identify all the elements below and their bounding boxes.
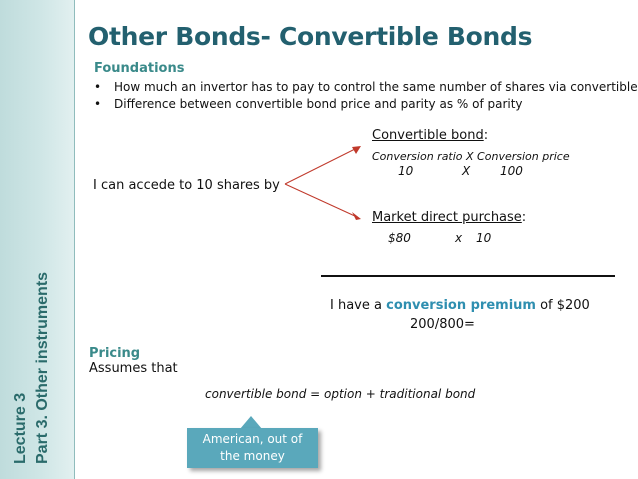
premium-line (330, 298, 590, 313)
market-value-qty: 10 (476, 231, 492, 245)
callout-line: the money (220, 449, 285, 463)
colon: : (521, 210, 527, 225)
arrow-to-convertible (285, 148, 357, 184)
convertible-value-ratio: 10 (398, 164, 414, 178)
market-value-x: x (455, 231, 463, 245)
arrow-head-icon (352, 212, 361, 220)
convertible-value-price: 100 (500, 164, 523, 178)
pricing-heading: Pricing (89, 346, 141, 361)
premium-suffix: of $200 (535, 298, 590, 313)
convertible-value-x: X (462, 164, 471, 178)
bullet-icon: • (94, 97, 102, 111)
convertible-bond-label: Convertible bond (372, 128, 484, 143)
convertible-formula: Conversion ratio X Conversion price (372, 150, 570, 163)
market-value-price: $80 (388, 231, 411, 245)
bullet-text: Difference between convertible bond price and parity as % of parity (114, 97, 523, 111)
assumes-text: Assumes that (89, 361, 178, 376)
convertible-bond-heading (372, 128, 488, 143)
part-label: Part 3. Other instruments (34, 271, 51, 464)
bullet-icon: • (94, 80, 102, 94)
bullet-text: How much an invertor has to pay to control the same number of shares via convertible (114, 80, 638, 94)
market-label: Market direct purchase (372, 210, 522, 225)
premium-prefix: I have a (330, 298, 387, 313)
arrow-to-market (285, 184, 357, 217)
premium-highlight: conversion premium (386, 298, 536, 313)
accede-text: I can accede to 10 shares by (93, 178, 280, 193)
market-heading (372, 210, 526, 225)
callout-line: American, out of (202, 432, 303, 446)
pricing-formula: convertible bond = option + traditional bond (205, 387, 476, 401)
slide-title: Other Bonds- Convertible Bonds (88, 22, 533, 51)
premium-ratio: 200/800= (410, 317, 475, 332)
callout-box (187, 428, 318, 468)
colon: : (483, 128, 489, 143)
foundations-heading: Foundations (94, 61, 185, 76)
lecture-label: Lecture 3 (12, 392, 29, 464)
